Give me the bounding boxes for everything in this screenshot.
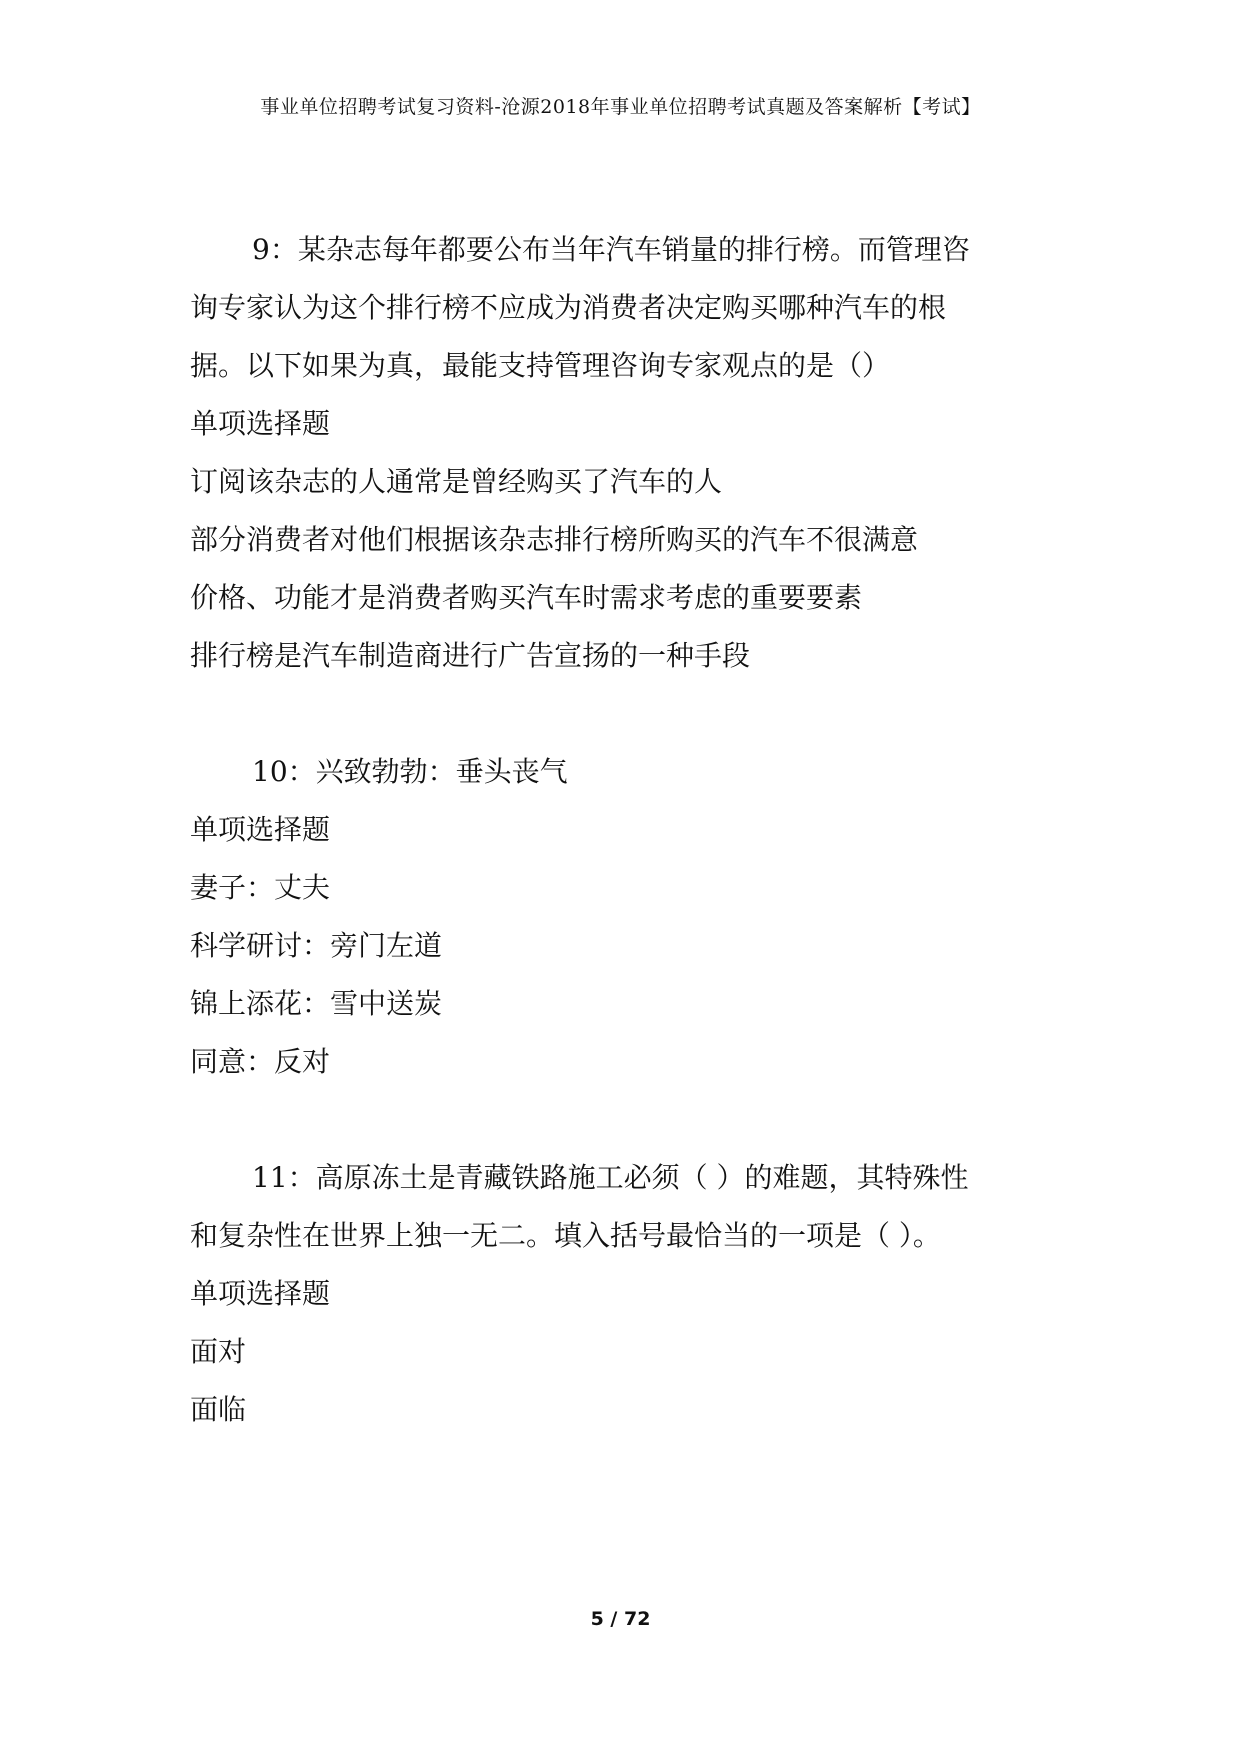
- question-9-option-c: 价格、功能才是消费者购买汽车时需求考虑的重要要素: [190, 581, 863, 614]
- question-10-type: 单项选择题: [190, 813, 331, 846]
- question-11-stem-line-1: 11：高原冻土是青藏铁路施工必须（ ）的难题，其特殊性: [252, 1161, 969, 1194]
- question-10-option-a: 妻子：丈夫: [190, 871, 331, 904]
- question-11-option-a: 面对: [190, 1335, 247, 1368]
- question-9-option-d: 排行榜是汽车制造商进行广告宣扬的一种手段: [190, 639, 751, 672]
- question-10-stem-line-1: 10：兴致勃勃：垂头丧气: [252, 755, 568, 788]
- question-9-stem-line-3: 据。以下如果为真，最能支持管理咨询专家观点的是（）: [190, 349, 891, 382]
- question-9-stem-line-2: 询专家认为这个排行榜不应成为消费者决定购买哪种汽车的根: [190, 291, 947, 324]
- question-11-option-b: 面临: [190, 1393, 247, 1426]
- question-10-option-b: 科学研讨：旁门左道: [190, 929, 443, 962]
- question-11-stem-line-2: 和复杂性在世界上独一无二。填入括号最恰当的一项是（ ）。: [190, 1219, 941, 1252]
- question-9-option-b: 部分消费者对他们根据该杂志排行榜所购买的汽车不很满意: [190, 523, 919, 556]
- question-11-type: 单项选择题: [190, 1277, 331, 1310]
- question-9-option-a: 订阅该杂志的人通常是曾经购买了汽车的人: [190, 465, 723, 498]
- question-9-type: 单项选择题: [190, 407, 331, 440]
- page-number: 5 / 72: [590, 1608, 651, 1630]
- page-header: 事业单位招聘考试复习资料-沧源2018年事业单位招聘考试真题及答案解析【考试】: [260, 96, 981, 118]
- question-10-option-d: 同意：反对: [190, 1045, 331, 1078]
- question-10-option-c: 锦上添花：雪中送炭: [190, 987, 443, 1020]
- question-9-stem-line-1: 9：某杂志每年都要公布当年汽车销量的排行榜。而管理咨: [252, 233, 970, 266]
